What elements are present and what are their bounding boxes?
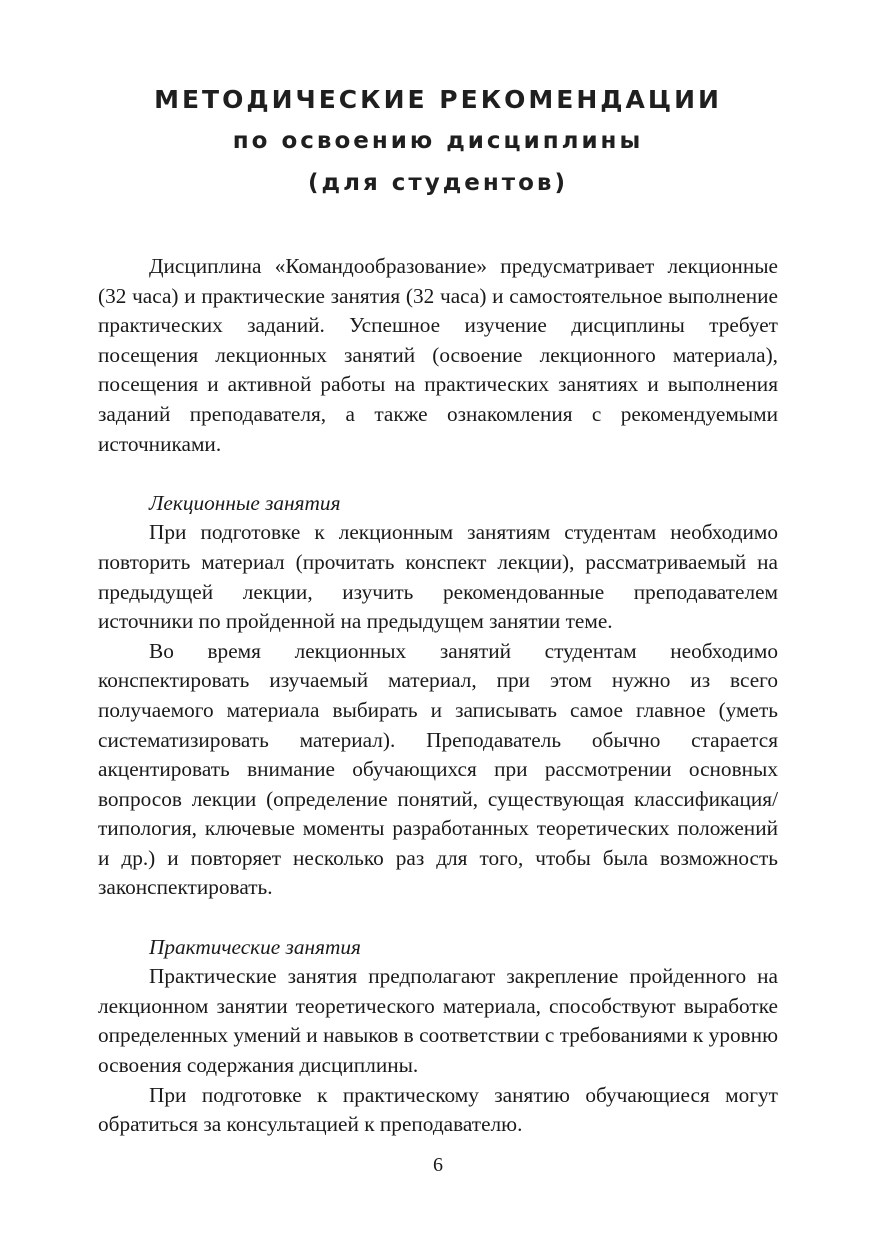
- lectures-paragraph-1: При подготовке к лекционным занятиям студентам необходимо повторить материал (прочитать конспект лекции), рассматриваемый на предыдущей лекции, изучить рекомендованные преподавателем источники по пройденной на предыдущем занятии теме.: [98, 520, 778, 634]
- lectures-paragraph-2: Во время лекционных занятий студентам необходимо конспектировать изучаемый материал, при этом нужно из всего получаемого материала выбирать и записывать самое главное (уметь систематизировать материал). Преподаватель обычно старается акцентировать внимание обучающихся при рассмотрении основных вопросов лекции (определение понятий, существующая классификация/типология, ключевые моменты разработанных теоретических положений и др.) и повторяет несколько раз для того, чтобы была возможность законспектировать.: [98, 638, 778, 900]
- practical-paragraph-1: Практические занятия предполагают закрепление пройденного на лекционном занятии теоретического материала, способствуют выработке определенных умений и навыков в соответствии с требованиями к уровню освоения содержания дисциплины.: [98, 964, 778, 1078]
- document-page: [98, 80, 778, 1140]
- practical-heading: Практические занятия: [149, 934, 361, 959]
- title-line-2: по освоению дисциплины: [232, 128, 644, 154]
- title-line-1: МЕТОДИЧЕСКИЕ РЕКОМЕНДАЦИИ: [154, 85, 722, 114]
- spacer: [98, 459, 778, 489]
- page-number: 6: [433, 1154, 443, 1176]
- lectures-heading: Лекционные занятия: [149, 490, 341, 515]
- intro-paragraph: Дисциплина «Командообразование» предусматривает лекционные (32 часа) и практические занятия (32 часа) и самостоятельное выполнение практических заданий. Успешное изучение дисциплины требует посещения лекционных занятий (освоение лекционного материала), посещения и активной работы на практических занятиях и выполнения заданий преподавателя, а также ознакомления с рекомендуемыми источниками.: [98, 254, 778, 456]
- title-line-3: (для студентов): [308, 170, 568, 196]
- practical-paragraph-2: При подготовке к практическому занятию обучающиеся могут обратиться за консультацией к преподавателю.: [98, 1082, 778, 1137]
- title-block: [98, 80, 778, 204]
- spacer: [98, 903, 778, 933]
